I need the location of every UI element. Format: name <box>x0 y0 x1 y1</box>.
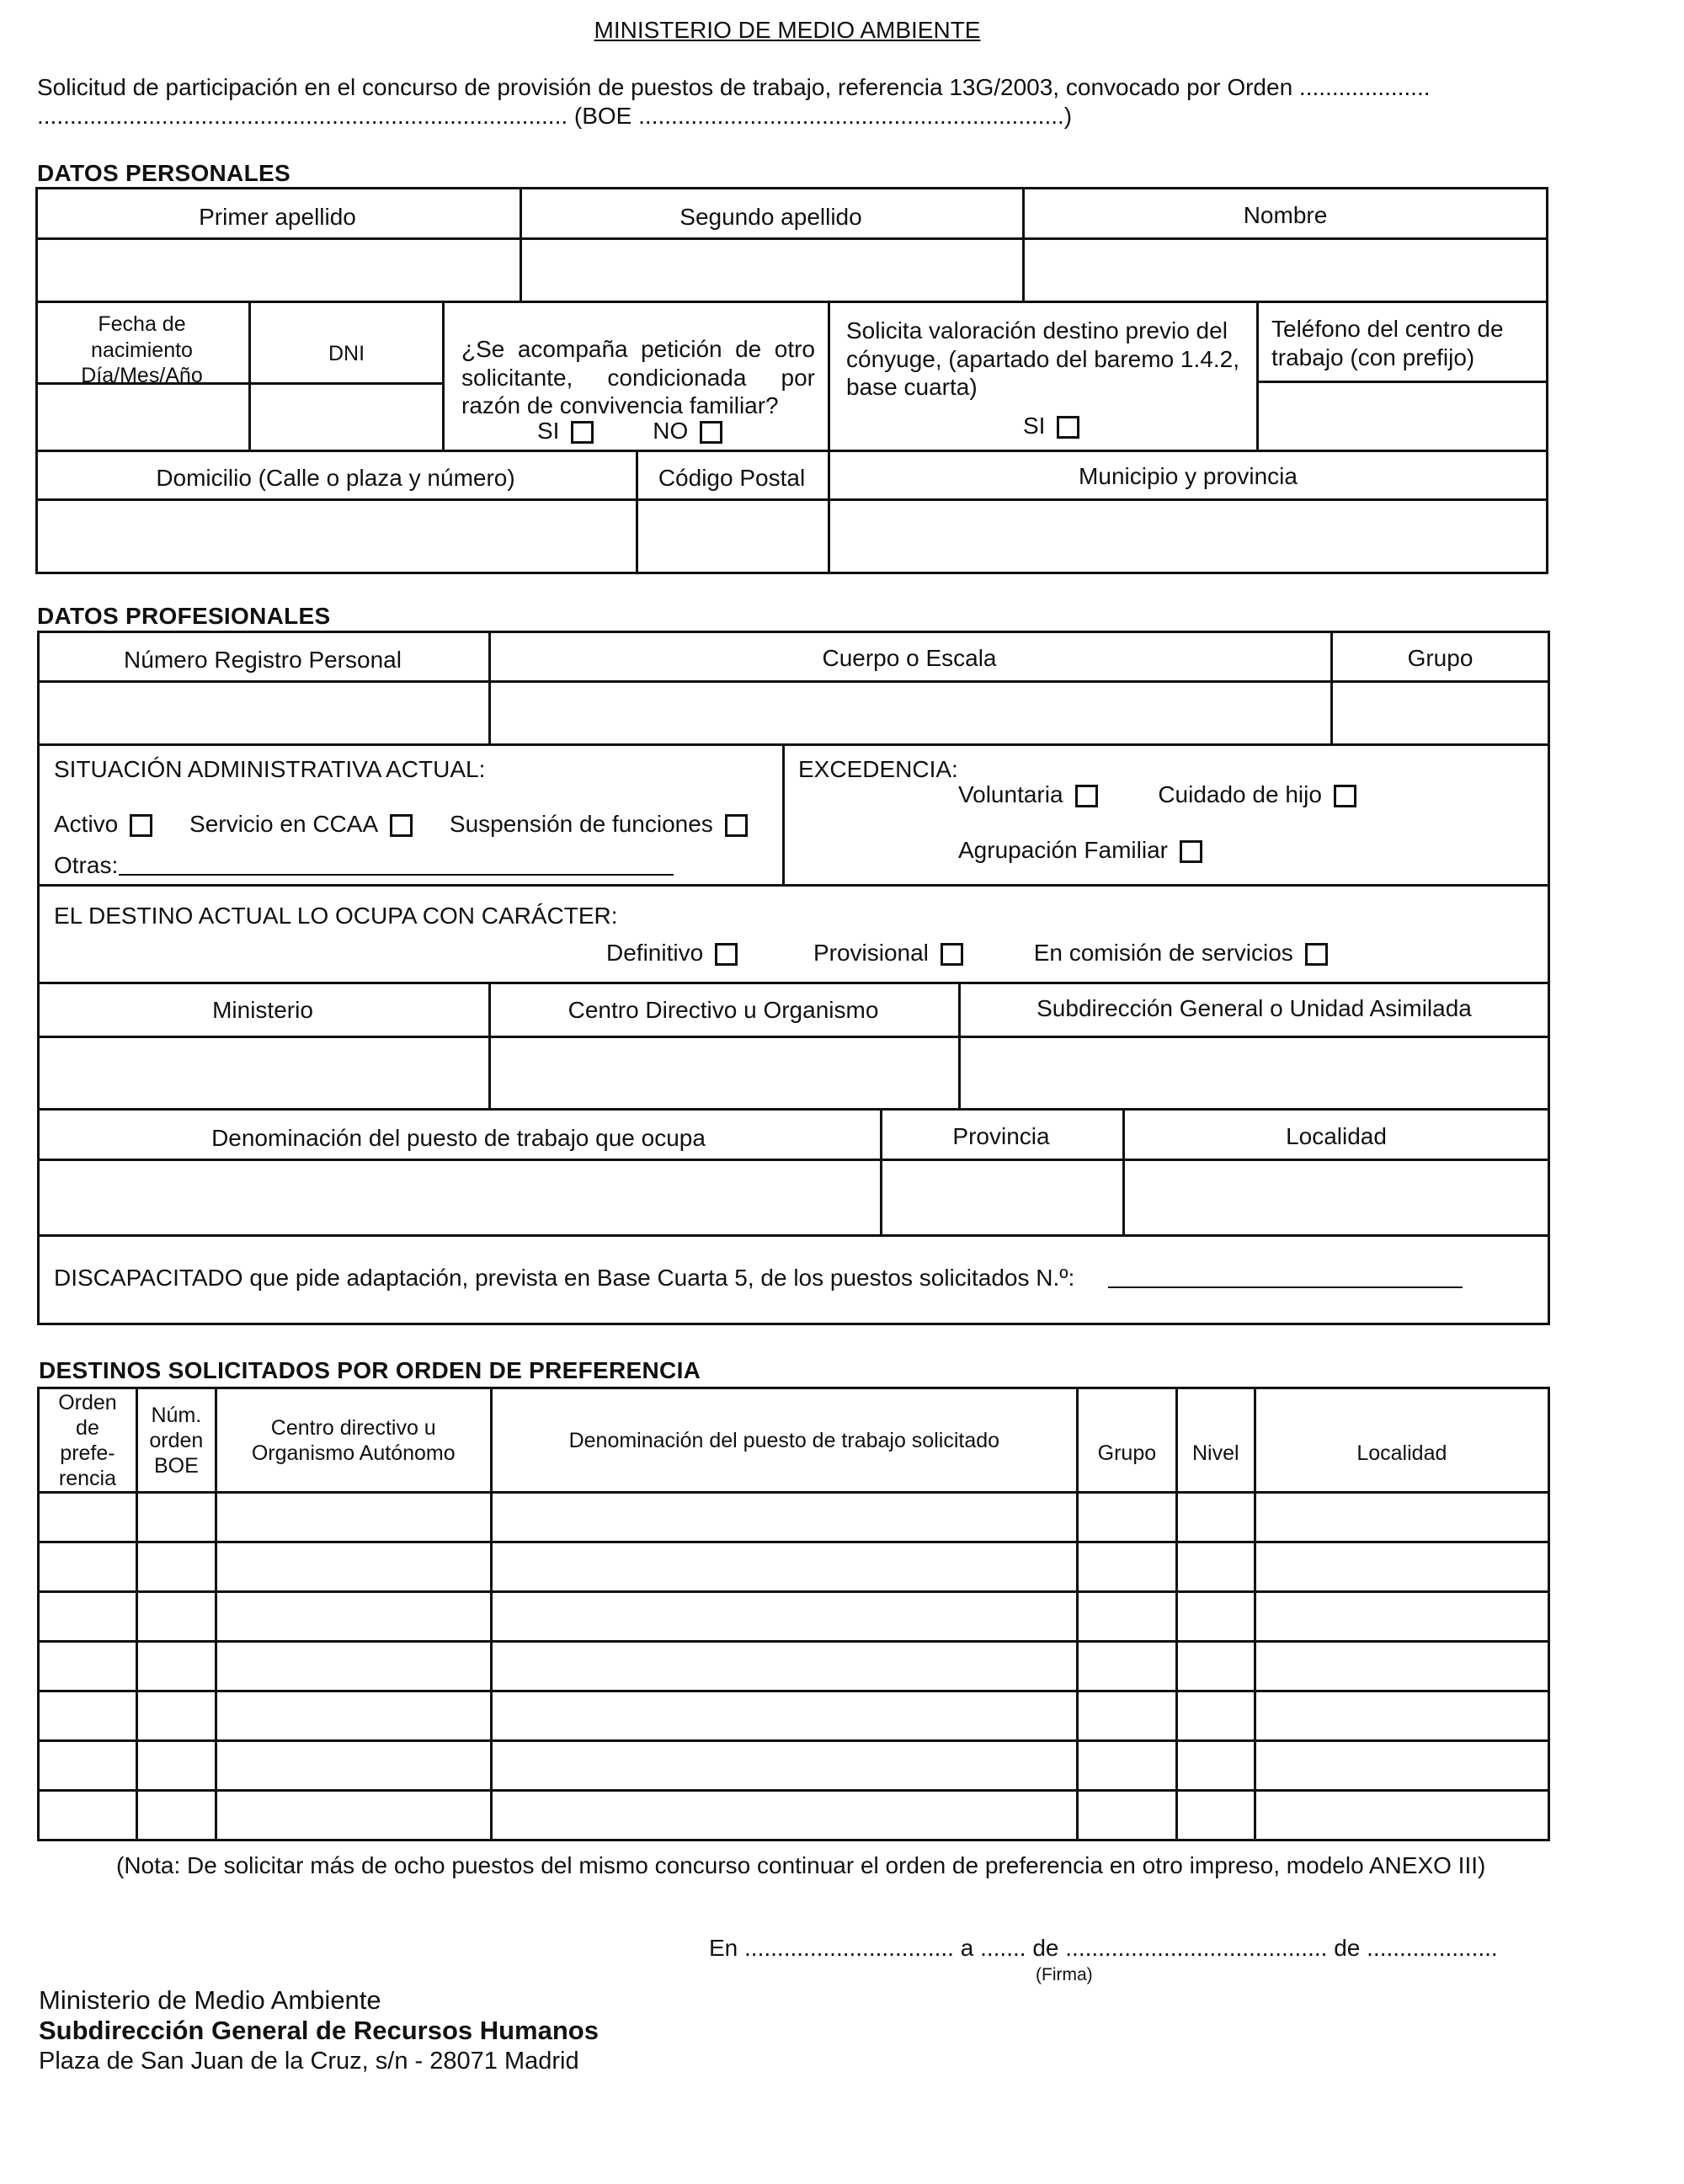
col-denominacion: Denominación del puesto de trabajo solicitado <box>491 1388 1077 1493</box>
grupo-label: Grupo <box>1407 645 1474 671</box>
discapacitado-label: DISCAPACITADO que pide adaptación, prevista en Base Cuarta 5, de los puestos solicitados N.º: <box>54 1265 1075 1291</box>
localidad-input[interactable] <box>1129 1165 1544 1229</box>
table-row <box>39 1493 1549 1542</box>
col-num-orden-boe: Núm. orden BOE <box>136 1388 216 1493</box>
valoracion-si-checkbox[interactable] <box>1057 416 1079 439</box>
table-row <box>39 1741 1549 1791</box>
excedencia-options-row1: Voluntaria Cuidado de hijo <box>958 781 1356 808</box>
comision-servicios-checkbox[interactable] <box>1305 943 1328 966</box>
valoracion-conyuge-option: SI <box>1023 413 1079 439</box>
subdireccion-input[interactable] <box>965 1042 1544 1103</box>
valoracion-conyuge-label: Solicita valoración destino previo del cónyuge, (apartado del baremo 1.4.2, base cuarta) <box>846 317 1239 401</box>
situacion-administrativa-label: SITUACIÓN ADMINISTRATIVA ACTUAL: <box>54 756 486 782</box>
voluntaria-checkbox[interactable] <box>1075 785 1098 807</box>
denominacion-puesto-input[interactable] <box>44 1165 874 1229</box>
otras-label: Otras: <box>54 852 119 878</box>
nombre-input[interactable] <box>1029 244 1543 296</box>
situacion-options: Activo Servicio en CCAA Suspensión de funciones <box>54 811 748 838</box>
municipio-input[interactable] <box>834 505 1543 569</box>
grupo-input[interactable] <box>1337 687 1543 739</box>
discapacitado-underline <box>1108 1286 1463 1288</box>
peticion-no-checkbox[interactable] <box>700 421 722 444</box>
segundo-apellido-label: Segundo apellido <box>679 204 862 230</box>
otras-underline <box>119 874 674 876</box>
domicilio-label: Domicilio (Calle o plaza y número) <box>156 465 515 491</box>
telefono-input[interactable] <box>1263 387 1543 445</box>
destinos-table-header <box>39 1388 1549 1493</box>
provincia-input[interactable] <box>887 1165 1116 1229</box>
intro-text-line-1: Solicitud de participación en el concurso de provisión de puestos de trabajo, referencia 13G/2003, convocado por Orden .................... <box>37 74 1431 100</box>
peticion-otro-options: SI NO <box>537 418 722 445</box>
centro-directivo-input[interactable] <box>495 1042 952 1103</box>
nrp-label: Número Registro Personal <box>124 647 402 673</box>
cuerpo-label: Cuerpo o Escala <box>822 645 997 671</box>
primer-apellido-input[interactable] <box>42 244 514 296</box>
excedencia-label: EXCEDENCIA: <box>798 756 958 782</box>
destinos-table <box>37 1387 1550 1841</box>
codigo-postal-label: Código Postal <box>658 465 806 491</box>
table-row <box>39 1542 1549 1592</box>
table-row <box>39 1691 1549 1741</box>
fecha-formato: Día/Mes/Año <box>81 364 203 387</box>
definitivo-checkbox[interactable] <box>715 943 738 966</box>
dni-input[interactable] <box>255 389 436 445</box>
nombre-label: Nombre <box>1243 202 1328 228</box>
footer-ministerio: Ministerio de Medio Ambiente <box>39 1985 381 2015</box>
col-localidad: Localidad <box>1255 1388 1548 1493</box>
denominacion-puesto-label: Denominación del puesto de trabajo que ocupa <box>211 1125 706 1151</box>
peticion-si-checkbox[interactable] <box>571 421 594 444</box>
footer-direccion: Plaza de San Juan de la Cruz, s/n - 28071 Madrid <box>39 2048 579 2075</box>
domicilio-input[interactable] <box>42 505 630 569</box>
section-heading-datos-personales: DATOS PERSONALES <box>37 160 290 186</box>
cuerpo-input[interactable] <box>495 687 1324 739</box>
excedencia-options-row2: Agrupación Familiar <box>958 837 1202 864</box>
activo-checkbox[interactable] <box>130 814 152 837</box>
col-nivel: Nivel <box>1176 1388 1255 1493</box>
centro-directivo-label: Centro Directivo u Organismo <box>568 997 879 1023</box>
ministerio-label: Ministerio <box>212 997 313 1023</box>
destino-caracter-options: Definitivo Provisional En comisión de servicios <box>606 940 1328 967</box>
firma-line: En ................................ a ....... de ........................................ de .................... <box>709 1935 1498 1961</box>
peticion-otro-label: ¿Se acompaña petición de otro solicitante, condicionada por razón de convivencia familiar? <box>461 336 815 419</box>
fecha-nacimiento-label: Fecha de nacimiento Día/Mes/Año <box>81 312 203 387</box>
col-grupo: Grupo <box>1077 1388 1176 1493</box>
table-row <box>39 1592 1549 1642</box>
codigo-postal-input[interactable] <box>642 505 822 569</box>
telefono-label: Teléfono del centro de trabajo (con prefijo) <box>1271 316 1504 370</box>
provisional-checkbox[interactable] <box>941 943 963 966</box>
segundo-apellido-input[interactable] <box>526 244 1016 296</box>
section-heading-datos-profesionales: DATOS PROFESIONALES <box>37 603 331 629</box>
provincia-label: Provincia <box>952 1123 1050 1149</box>
col-centro-directivo: Centro directivo u Organismo Autónomo <box>216 1388 491 1493</box>
dni-label: DNI <box>328 342 365 365</box>
nota-text: (Nota: De solicitar más de ocho puestos del mismo concurso continuar el orden de preferencia en otro impreso, modelo ANEXO III) <box>116 1852 1486 1878</box>
page-title: MINISTERIO DE MEDIO AMBIENTE <box>594 17 981 43</box>
discapacitado-input[interactable] <box>1110 1258 1462 1286</box>
firma-label: (Firma) <box>1036 1965 1093 1984</box>
primer-apellido-label: Primer apellido <box>199 204 356 230</box>
col-orden-preferencia: Orden de prefe-rencia <box>39 1388 137 1493</box>
otras-input[interactable] <box>120 845 671 874</box>
ministerio-input[interactable] <box>44 1042 482 1103</box>
table-row <box>39 1642 1549 1691</box>
cuidado-hijo-checkbox[interactable] <box>1334 785 1356 807</box>
subdireccion-label: Subdirección General o Unidad Asimilada <box>1037 995 1472 1021</box>
municipio-label: Municipio y provincia <box>1079 463 1298 489</box>
localidad-label: Localidad <box>1286 1123 1387 1149</box>
suspension-checkbox[interactable] <box>725 814 748 837</box>
agrupacion-familiar-checkbox[interactable] <box>1180 840 1202 863</box>
footer-subdireccion: Subdirección General de Recursos Humanos <box>39 2016 599 2045</box>
destino-caracter-label: EL DESTINO ACTUAL LO OCUPA CON CARÁCTER: <box>54 903 618 929</box>
servicio-ccaa-checkbox[interactable] <box>390 814 413 837</box>
nrp-input[interactable] <box>44 687 482 739</box>
section-heading-destinos: DESTINOS SOLICITADOS POR ORDEN DE PREFERENCIA <box>39 1357 701 1383</box>
fecha-nacimiento-input[interactable] <box>42 389 242 445</box>
intro-text-line-2: ................................................................................. (BOE .................................................................) <box>37 103 1073 129</box>
table-row <box>39 1791 1549 1840</box>
